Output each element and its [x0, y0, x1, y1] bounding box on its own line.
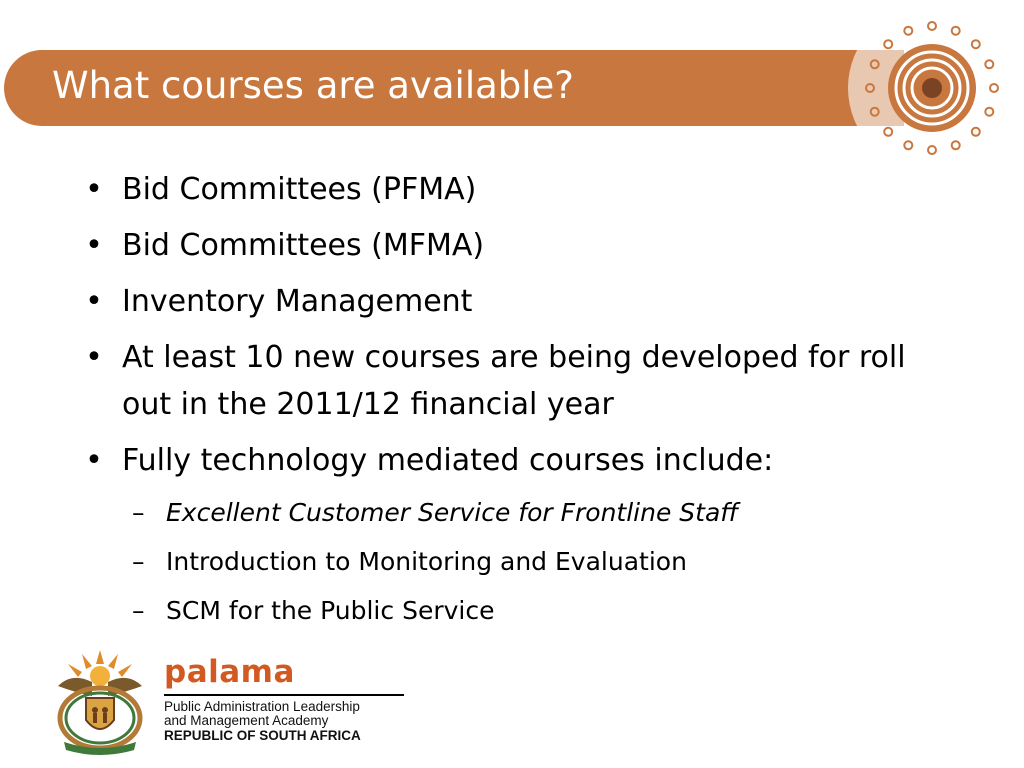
bullet-item: [84, 437, 924, 635]
sub-bullet-text: Excellent Customer Service for Frontline Staff: [166, 498, 739, 527]
bullet-item: [84, 166, 924, 213]
bullet-text: At least 10 new courses are being developed for roll out in the 2011/12 financial year: [122, 340, 906, 422]
sub-bullet-text: SCM for the Public Service: [166, 596, 495, 625]
sub-bullet-list: [122, 488, 924, 635]
slide-title: What courses are available?: [52, 64, 574, 107]
sub-bullet-text: Introduction to Monitoring and Evaluation: [166, 547, 687, 576]
sub-bullet-item: [122, 488, 924, 537]
sub-bullet-glyph: –: [132, 596, 145, 625]
coat-of-arms-icon: [48, 646, 152, 756]
bullet-text: Bid Committees (MFMA): [122, 228, 485, 263]
palama-line-1: Public Administration Leadership: [164, 699, 360, 714]
sub-bullet-item: [122, 537, 924, 586]
palama-divider: [164, 694, 404, 696]
bullet-item: [84, 334, 924, 428]
palama-line-2: and Management Academy: [164, 713, 329, 728]
bullet-glyph: •: [85, 284, 103, 319]
bullet-text: Inventory Management: [122, 284, 473, 319]
bullet-glyph: •: [85, 172, 103, 207]
palama-line-3: REPUBLIC OF SOUTH AFRICA: [164, 728, 361, 743]
palama-logo: [48, 646, 408, 756]
sub-bullet-item: [122, 586, 924, 635]
bullet-glyph: •: [85, 443, 103, 478]
bullet-list: [84, 166, 924, 644]
concentric-circles-emblem-icon: [846, 2, 1018, 174]
palama-wordmark: palama: [164, 654, 295, 690]
bullet-text: Bid Committees (PFMA): [122, 172, 477, 207]
bullet-item: [84, 222, 924, 269]
bullet-item: [84, 278, 924, 325]
bullet-glyph: •: [85, 340, 103, 375]
sub-bullet-glyph: –: [132, 498, 145, 527]
bullet-glyph: •: [85, 228, 103, 263]
bullet-text: Fully technology mediated courses include:: [122, 443, 774, 478]
sub-bullet-glyph: –: [132, 547, 145, 576]
